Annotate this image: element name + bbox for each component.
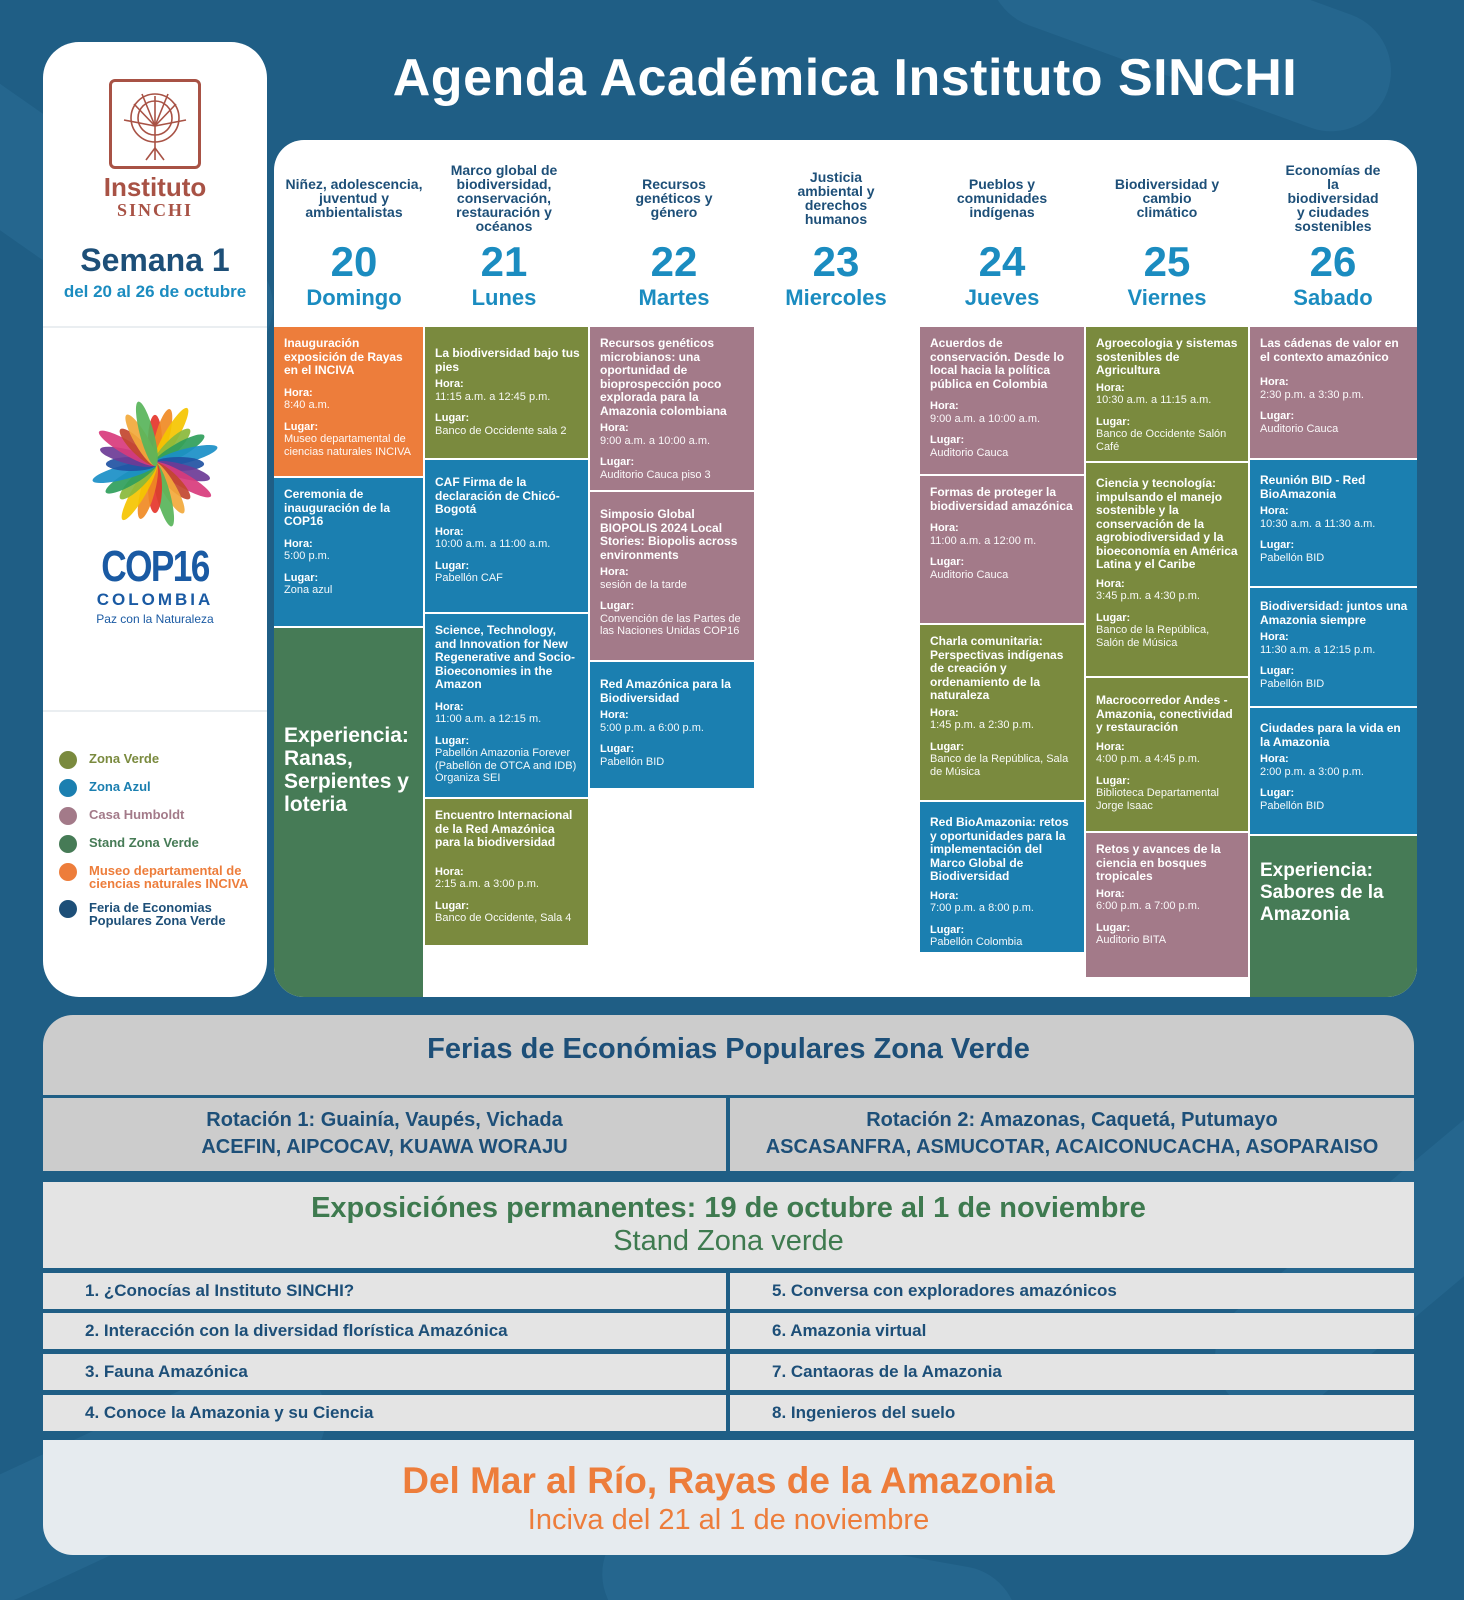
day-name: Martes: [638, 285, 710, 310]
lugar-label: Lugar:: [930, 740, 965, 753]
event-time: 10:00 a.m. a 11:00 a.m.: [435, 538, 551, 550]
day-name: Domingo: [306, 285, 402, 310]
event-title: Las cádenas de valor en el contexto amazónico: [1260, 336, 1399, 364]
lugar-label: Lugar:: [284, 571, 319, 584]
hora-label: Hora:: [930, 522, 959, 534]
event-card[interactable]: [1250, 327, 1417, 460]
day-number: 23: [812, 238, 860, 285]
experience-card[interactable]: [274, 628, 423, 997]
legend-dot: [59, 835, 77, 853]
event-time: 11:00 a.m. a 12:00 m.: [930, 534, 1037, 547]
event-place: Museo departamental de ciencias naturales INCIVA: [284, 433, 411, 458]
event-card[interactable]: [425, 799, 588, 947]
event-card[interactable]: [1250, 588, 1417, 708]
day-number: 22: [650, 238, 698, 285]
sinchi-tree-logo-icon: [109, 79, 201, 169]
hora-label: Hora:: [1096, 381, 1125, 394]
event-time: 10:30 a.m. a 11:30 a.m.: [1260, 517, 1376, 530]
legend-item: [59, 752, 259, 769]
event-place: Auditorio BITA: [1096, 934, 1167, 946]
day-header-26: [1252, 140, 1414, 325]
legend-item: [59, 780, 259, 797]
hora-label: Hora:: [435, 865, 464, 878]
rayas-subtitle: Inciva del 21 al 1 de noviembre: [527, 1504, 930, 1536]
legend-label: Museo departamental de ciencias naturales INCIVA: [89, 863, 249, 891]
day-name: Jueves: [964, 285, 1040, 310]
event-time: 3:45 p.m. a 4:30 p.m.: [1096, 590, 1200, 602]
event-title: Acuerdos de conservación. Desde lo local hacia la política pública en Colombia: [930, 336, 1065, 391]
lugar-label: Lugar:: [1096, 415, 1131, 428]
rotation-2: [730, 1098, 1414, 1171]
event-title: Retos y avances de la ciencia en bosques tropicales: [1096, 842, 1221, 883]
sidebar-panel: [43, 42, 267, 997]
experience-title: Experiencia: Ranas, Serpientes y loteria: [284, 724, 409, 816]
event-place: Biblioteca Departamental Jorge Isaac: [1096, 787, 1219, 812]
hora-label: Hora:: [435, 700, 464, 713]
experience-title: Experiencia: Sabores de la Amazonia: [1260, 860, 1384, 925]
day-header-24: [920, 140, 1084, 325]
exposicion-item: 7. Cantaoras de la Amazonia: [730, 1354, 1414, 1390]
legend-item: [59, 836, 259, 853]
event-card[interactable]: [920, 327, 1084, 476]
lugar-label: Lugar:: [435, 734, 470, 747]
hora-label: Hora:: [284, 537, 313, 550]
event-title: Ciencia y tecnología: impulsando el manejo sostenible y la conservación de la agrobiodiversidad y la bioeconomía en América Latina y el Caribe: [1096, 476, 1238, 571]
lugar-label: Lugar:: [1260, 410, 1295, 422]
event-place: Pabellón Colombia: [930, 936, 1023, 948]
event-card[interactable]: [274, 327, 423, 478]
hora-label: Hora:: [600, 709, 629, 721]
exposiciones-subtitle: Stand Zona verde: [613, 1225, 844, 1257]
exposicion-item: 3. Fauna Amazónica: [43, 1354, 726, 1390]
lugar-label: Lugar:: [1260, 539, 1295, 551]
event-time: 5:00 p.m.: [284, 550, 330, 562]
event-time: 1:45 p.m. a 2:30 p.m.: [930, 719, 1034, 731]
legend-item: [59, 808, 259, 825]
event-title: Recursos genéticos microbianos: una oportunidad de bioprospección poco explorada para la Amazonia colombiana: [600, 336, 727, 418]
ferias-title: Ferias de Económias Populares Zona Verde: [43, 1015, 1414, 1095]
event-place: Pabellón Amazonia Forever (Pabellón de OTCA and IDB) Organiza SEI: [435, 747, 577, 784]
lugar-label: Lugar:: [1260, 665, 1295, 677]
event-title: La biodiversidad bajo tus pies: [435, 346, 580, 374]
exposicion-item: 5. Conversa con exploradores amazónicos: [730, 1273, 1414, 1309]
lugar-label: Lugar:: [930, 923, 965, 936]
day-topic: Pueblos y comunidades indígenas: [956, 176, 1048, 220]
logo-name: Instituto: [103, 172, 207, 202]
legend-item: [59, 864, 259, 890]
event-title: Ciudades para la vida en la Amazonia: [1260, 721, 1401, 749]
divider: [43, 710, 267, 712]
event-place: Pabellón BID: [1260, 551, 1325, 564]
legend-label: Zona Verde: [89, 751, 160, 766]
event-card[interactable]: [1250, 708, 1417, 836]
event-title: Reunión BID - Red BioAmazonia: [1260, 473, 1366, 501]
event-card[interactable]: [1086, 463, 1248, 678]
event-place: Banco de Occidente sala 2: [435, 424, 567, 437]
event-title: Red BioAmazonia: retos y oportunidades para la implementación del Marco Global de Biodiversidad: [930, 815, 1069, 883]
event-time: sesión de la tarde: [600, 578, 687, 591]
event-time: 2:30 p.m. a 3:30 p.m.: [1260, 388, 1364, 401]
hora-label: Hora:: [1260, 631, 1289, 643]
hora-label: Hora:: [600, 566, 629, 578]
event-time: 10:30 a.m. a 11:15 a.m.: [1096, 394, 1212, 406]
day-topic: Justicia ambiental y derechos humanos: [797, 169, 875, 227]
event-title: Agroecologia y sistemas sostenibles de Agricultura: [1096, 336, 1238, 377]
day-name: Lunes: [471, 285, 537, 310]
event-card[interactable]: [425, 460, 588, 614]
event-time: 6:00 p.m. a 7:00 p.m.: [1096, 900, 1200, 912]
event-card[interactable]: [920, 476, 1084, 625]
event-card[interactable]: [590, 492, 754, 662]
legend-label: Stand Zona Verde: [89, 835, 199, 850]
event-title: Encuentro Internacional de la Red Amazónica para la biodiversidad: [435, 808, 573, 849]
divider: [43, 326, 267, 328]
event-place: Banco de Occidente Salón Café: [1096, 428, 1227, 453]
rotation-1-title: Rotación 1: Guainía, Vaupés, Vichada: [206, 1109, 563, 1131]
legend: [59, 752, 259, 938]
hora-label: Hora:: [1260, 376, 1289, 388]
event-title: Inauguración exposición de Rayas en el INCIVA: [284, 336, 403, 377]
event-place: Pabellón BID: [1260, 677, 1325, 690]
rotation-1: [43, 1098, 726, 1171]
day-header-21: [424, 140, 584, 325]
exposicion-item: 4. Conoce la Amazonia y su Ciencia: [43, 1395, 726, 1431]
day-header-20: [274, 140, 434, 325]
legend-dot: [59, 900, 77, 918]
event-title: Macrocorredor Andes - Amazonia, conectividad y restauración: [1096, 693, 1233, 734]
logo-subname: SINCHI: [116, 200, 194, 220]
legend-dot: [59, 863, 77, 881]
event-place: Banco de Occidente, Sala 4: [435, 912, 572, 924]
event-place: Auditorio Cauca: [1260, 422, 1339, 435]
event-card[interactable]: [1250, 460, 1417, 588]
day-name: Viernes: [1127, 285, 1207, 310]
legend-label: Casa Humboldt: [89, 807, 185, 822]
event-time: 9:00 a.m. a 10:00 a.m.: [600, 434, 711, 447]
event-time: 4:00 p.m. a 4:45 p.m.: [1096, 753, 1200, 765]
event-time: 8:40 a.m.: [284, 399, 330, 411]
lugar-label: Lugar:: [435, 559, 470, 572]
experience-card[interactable]: [1250, 836, 1417, 997]
day-number: 20: [330, 238, 378, 285]
hora-label: Hora:: [1260, 505, 1289, 517]
calendar-grid: [274, 140, 1417, 997]
hora-label: Hora:: [284, 386, 313, 399]
exposicion-item: 1. ¿Conocías al Instituto SINCHI?: [43, 1273, 726, 1309]
exposiciones-title: Exposiciónes permanentes: 19 de octubre al 1 de noviembre: [311, 1192, 1146, 1224]
event-time: 11:00 a.m. a 12:15 m.: [435, 713, 542, 725]
day-number: 21: [480, 238, 528, 285]
event-card[interactable]: [425, 327, 588, 460]
event-title: Biodiversidad: juntos una Amazonia siempre: [1260, 599, 1408, 627]
event-time: 5:00 p.m. a 6:00 p.m.: [600, 721, 704, 734]
event-place: Banco de la República, Sala de Música: [930, 753, 1069, 778]
hora-label: Hora:: [1260, 753, 1289, 765]
lugar-label: Lugar:: [435, 899, 470, 912]
lugar-label: Lugar:: [1096, 611, 1131, 624]
event-place: Pabellón BID: [600, 755, 665, 768]
event-title: Red Amazónica para la Biodiversidad: [600, 677, 731, 705]
hora-label: Hora:: [930, 706, 959, 719]
event-card[interactable]: [920, 802, 1084, 952]
lugar-label: Lugar:: [600, 600, 635, 612]
event-title: CAF Firma de la declaración de Chicó-Bogotá: [435, 475, 560, 516]
day-topic: Biodiversidad y cambio climático: [1114, 176, 1220, 220]
event-place: Pabellón CAF: [435, 572, 503, 584]
cop-logo-tagline: Paz con la Naturaleza: [96, 612, 214, 626]
event-place: Convención de las Partes de las Naciones Unidas COP16: [600, 612, 741, 637]
hora-label: Hora:: [435, 378, 464, 390]
event-card[interactable]: [1086, 678, 1248, 833]
day-header-23: [756, 140, 916, 325]
lugar-label: Lugar:: [600, 743, 635, 755]
event-card[interactable]: [425, 614, 588, 799]
event-title: Formas de proteger la biodiversidad amazónica: [930, 485, 1073, 513]
event-card[interactable]: [920, 625, 1084, 802]
event-card[interactable]: [1086, 327, 1248, 463]
day-number: 24: [978, 238, 1026, 285]
day-topic: Niñez, adolescencia, juventud y ambientalistas: [285, 176, 423, 220]
event-time: 2:15 a.m. a 3:00 p.m.: [435, 878, 539, 890]
hora-label: Hora:: [930, 889, 959, 902]
page-title: Agenda Académica Instituto SINCHI: [392, 49, 1298, 107]
event-time: 9:00 a.m. a 10:00 a.m.: [930, 412, 1041, 425]
legend-label: Zona Azul: [89, 779, 151, 794]
event-place: Zona azul: [284, 584, 333, 596]
lugar-label: Lugar:: [930, 434, 965, 446]
event-time: 7:00 p.m. a 8:00 p.m.: [930, 902, 1034, 914]
event-title: Charla comunitaria: Perspectivas indígenas de creación y ordenamiento de la naturaleza: [930, 634, 1064, 702]
cop-logo-name: COP16: [101, 542, 209, 591]
legend-label: Feria de Economias Populares Zona Verde: [89, 900, 226, 928]
legend-dot: [59, 751, 77, 769]
event-card[interactable]: [1086, 833, 1248, 977]
cop16-flower-logo-icon: [83, 392, 227, 541]
day-topic: Recursos genéticos y género: [635, 176, 713, 220]
exposicion-item: 2. Interacción con la diversidad florística Amazónica: [43, 1313, 726, 1349]
legend-dot: [59, 807, 77, 825]
hora-label: Hora:: [435, 525, 464, 538]
day-name: Sabado: [1293, 285, 1373, 310]
legend-item: [59, 901, 259, 927]
day-header-22: [592, 140, 756, 325]
hora-label: Hora:: [930, 400, 959, 412]
lugar-label: Lugar:: [1096, 921, 1131, 934]
event-title: Science, Technology, and Innovation for New Regenerative and Socio-Bioeconomies in the Amazon: [435, 623, 576, 691]
event-card[interactable]: [590, 662, 754, 788]
hora-label: Hora:: [600, 422, 629, 434]
event-place: Pabellón BID: [1260, 799, 1325, 812]
day-number: 26: [1309, 238, 1357, 285]
event-time: 2:00 p.m. a 3:00 p.m.: [1260, 765, 1364, 778]
event-place: Auditorio Cauca: [930, 446, 1009, 459]
lugar-label: Lugar:: [600, 456, 635, 468]
legend-dot: [59, 779, 77, 797]
lugar-label: Lugar:: [930, 556, 965, 568]
lugar-label: Lugar:: [435, 412, 470, 424]
day-header-25: [1086, 140, 1248, 325]
day-name: Miercoles: [785, 285, 887, 310]
exposiciones-header: [43, 1182, 1414, 1268]
week-range: del 20 al 26 de octubre: [63, 282, 247, 301]
event-card[interactable]: [590, 327, 754, 492]
event-time: 11:15 a.m. a 12:45 p.m.: [435, 390, 551, 403]
rotation-2-title: Rotación 2: Amazonas, Caquetá, Putumayo: [866, 1109, 1278, 1131]
rayas-title: Del Mar al Río, Rayas de la Amazonia: [402, 1460, 1055, 1501]
lugar-label: Lugar:: [284, 420, 319, 433]
lugar-label: Lugar:: [1260, 787, 1295, 799]
hora-label: Hora:: [1096, 740, 1125, 753]
event-place: Auditorio Cauca piso 3: [600, 468, 711, 481]
day-number: 25: [1143, 238, 1191, 285]
hora-label: Hora:: [1096, 887, 1125, 900]
event-title: Ceremonia de inauguración de la COP16: [284, 487, 391, 528]
day-topic: Economías de la biodiversidad y ciudades sostenibles: [1285, 162, 1381, 234]
week-title: Semana 1: [80, 242, 230, 278]
exposicion-item: 8. Ingenieros del suelo: [730, 1395, 1414, 1431]
event-title: Simposio Global BIOPOLIS 2024 Local Stories: Biopolis across environments: [600, 507, 738, 562]
rotation-2-orgs: ASCASANFRA, ASMUCOTAR, ACAICONUCACHA, ASOPARAISO: [765, 1136, 1379, 1158]
exposicion-item: 6. Amazonia virtual: [730, 1313, 1414, 1349]
event-place: Banco de la República, Salón de Música: [1096, 624, 1210, 649]
cop-logo-country: COLOMBIA: [96, 590, 214, 609]
hora-label: Hora:: [1096, 577, 1125, 590]
event-time: 11:30 a.m. a 12:15 p.m.: [1260, 643, 1376, 656]
day-topic: Marco global de biodiversidad, conservación, restauración y océanos: [450, 162, 558, 234]
event-card[interactable]: [274, 478, 423, 628]
rotation-1-orgs: ACEFIN, AIPCOCAV, KUAWA WORAJU: [201, 1136, 568, 1158]
event-place: Auditorio Cauca: [930, 568, 1009, 581]
lugar-label: Lugar:: [1096, 774, 1131, 787]
rayas-banner: [43, 1440, 1414, 1555]
